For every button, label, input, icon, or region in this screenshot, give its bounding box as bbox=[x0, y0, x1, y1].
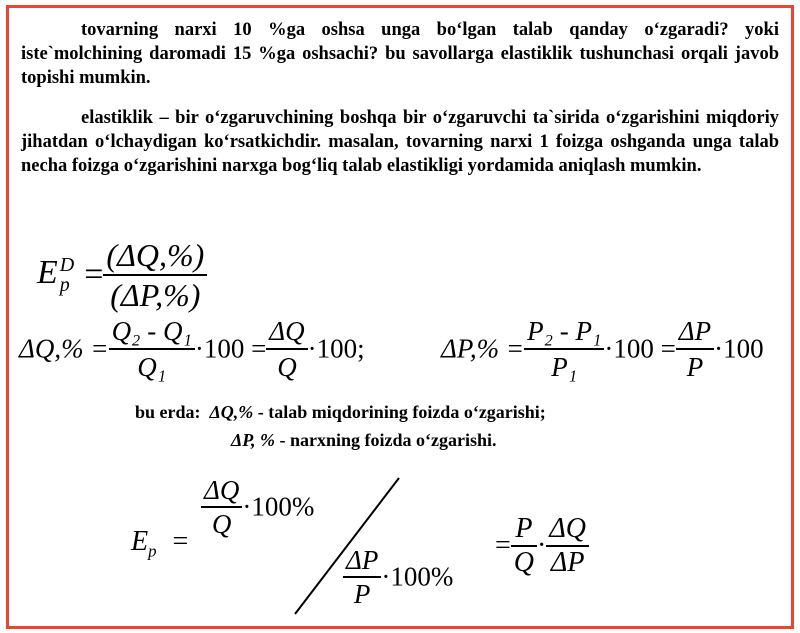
formula3-lhs: ΔP,% = bbox=[441, 333, 525, 364]
formula4-dot: · bbox=[537, 530, 547, 561]
notes-symbol-q: ΔQ,% bbox=[209, 402, 254, 422]
formula3-frac2-den: P bbox=[686, 352, 704, 382]
formula4-subscript: p bbox=[148, 541, 157, 561]
formula2-lhs: ΔQ,% = bbox=[19, 333, 109, 364]
formula4-equals: = bbox=[172, 526, 189, 557]
notes-text-p: - narxning foizda o‘zgarishi. bbox=[274, 430, 497, 450]
formula4-equals-2: = bbox=[495, 530, 511, 561]
elasticity-superscript: D bbox=[59, 254, 75, 276]
formula2-frac1-den: Q₁ bbox=[137, 352, 167, 382]
paragraph-question: tovarning narxi 10 %ga oshsa unga bo‘lgan talab qanday o‘zgaradi? yoki iste`molchining daromadi 15 %ga oshsachi? bu savollarga elastiklik tushunchasi orqali javob topishi mumkin. bbox=[21, 20, 779, 88]
formula4-r1-den: Q bbox=[513, 547, 535, 578]
formula4-bottom-num: ΔP bbox=[343, 544, 381, 578]
formula4-symbol: E bbox=[131, 526, 149, 557]
formula4-bottom-pct: ·100% bbox=[381, 561, 454, 592]
formula4-result bbox=[495, 513, 589, 579]
elasticity-symbol: E bbox=[37, 253, 58, 291]
notes-line-2 bbox=[231, 430, 496, 451]
formula3-times100-a: ·100 = bbox=[604, 333, 676, 364]
formula1-numerator: (ΔQ,%) bbox=[103, 236, 207, 276]
formula4-top-den: Q bbox=[211, 509, 232, 539]
notes-symbol-p: ΔP, % bbox=[231, 430, 275, 450]
formula2-frac2-num: ΔQ bbox=[266, 314, 307, 350]
elasticity-lhs bbox=[131, 526, 188, 562]
formula4-top-pct: ·100% bbox=[242, 491, 315, 522]
quantity-change-formula bbox=[19, 314, 365, 384]
formula3-times100-b: ·100 bbox=[714, 333, 764, 364]
elasticity-subscript: p bbox=[59, 274, 70, 296]
formula3-frac1-den: P₁ bbox=[551, 352, 578, 382]
slide-frame bbox=[6, 5, 794, 629]
formula4-r2-num: ΔQ bbox=[546, 513, 589, 547]
formula3-frac1-num: P₂ - P₁ bbox=[524, 314, 604, 350]
formula1-denominator: (ΔP,%) bbox=[110, 277, 201, 313]
elasticity-definition-formula: E D p = $\frac{(\Delta Q,\%)}{(\Delta P,\%)}$ bbox=[37, 236, 207, 314]
notes-prefix: bu erda: bbox=[135, 402, 201, 422]
notes-text-q: - talab miqdorining foizda o‘zgarishi; bbox=[253, 402, 546, 422]
formula3-frac2-num: ΔP bbox=[676, 314, 714, 350]
formula4-r2-den: ΔP bbox=[550, 547, 585, 578]
formula4-top-num: ΔQ bbox=[201, 474, 242, 508]
formula4-r1-num: P bbox=[511, 513, 537, 547]
notes-line-1 bbox=[135, 402, 546, 423]
formula2-frac1-num: Q₂ - Q₁ bbox=[109, 314, 195, 350]
paragraph-definition: elastiklik – bir o‘zgaruvchining boshqa bir o‘zgaruvchi ta`sirida o‘zgarishini miqdoriy jihatdan o‘lchaydigan ko‘rsatkichdir. masalan, tovarning narxi 1 foizga oshganda unga talab necha foizga o‘zgarishini narxga bog‘liq talab elastikligi yordamida aniqlash mumkin. bbox=[21, 108, 779, 176]
formula4-lower-fraction bbox=[343, 544, 453, 610]
formula4-bottom-den: P bbox=[353, 579, 371, 609]
formula2-times100-a: ·100 = bbox=[194, 333, 267, 364]
formula2-frac2-den: Q bbox=[277, 352, 297, 382]
price-change-formula bbox=[441, 314, 764, 384]
formula2-times100-b: ·100; bbox=[307, 333, 365, 364]
